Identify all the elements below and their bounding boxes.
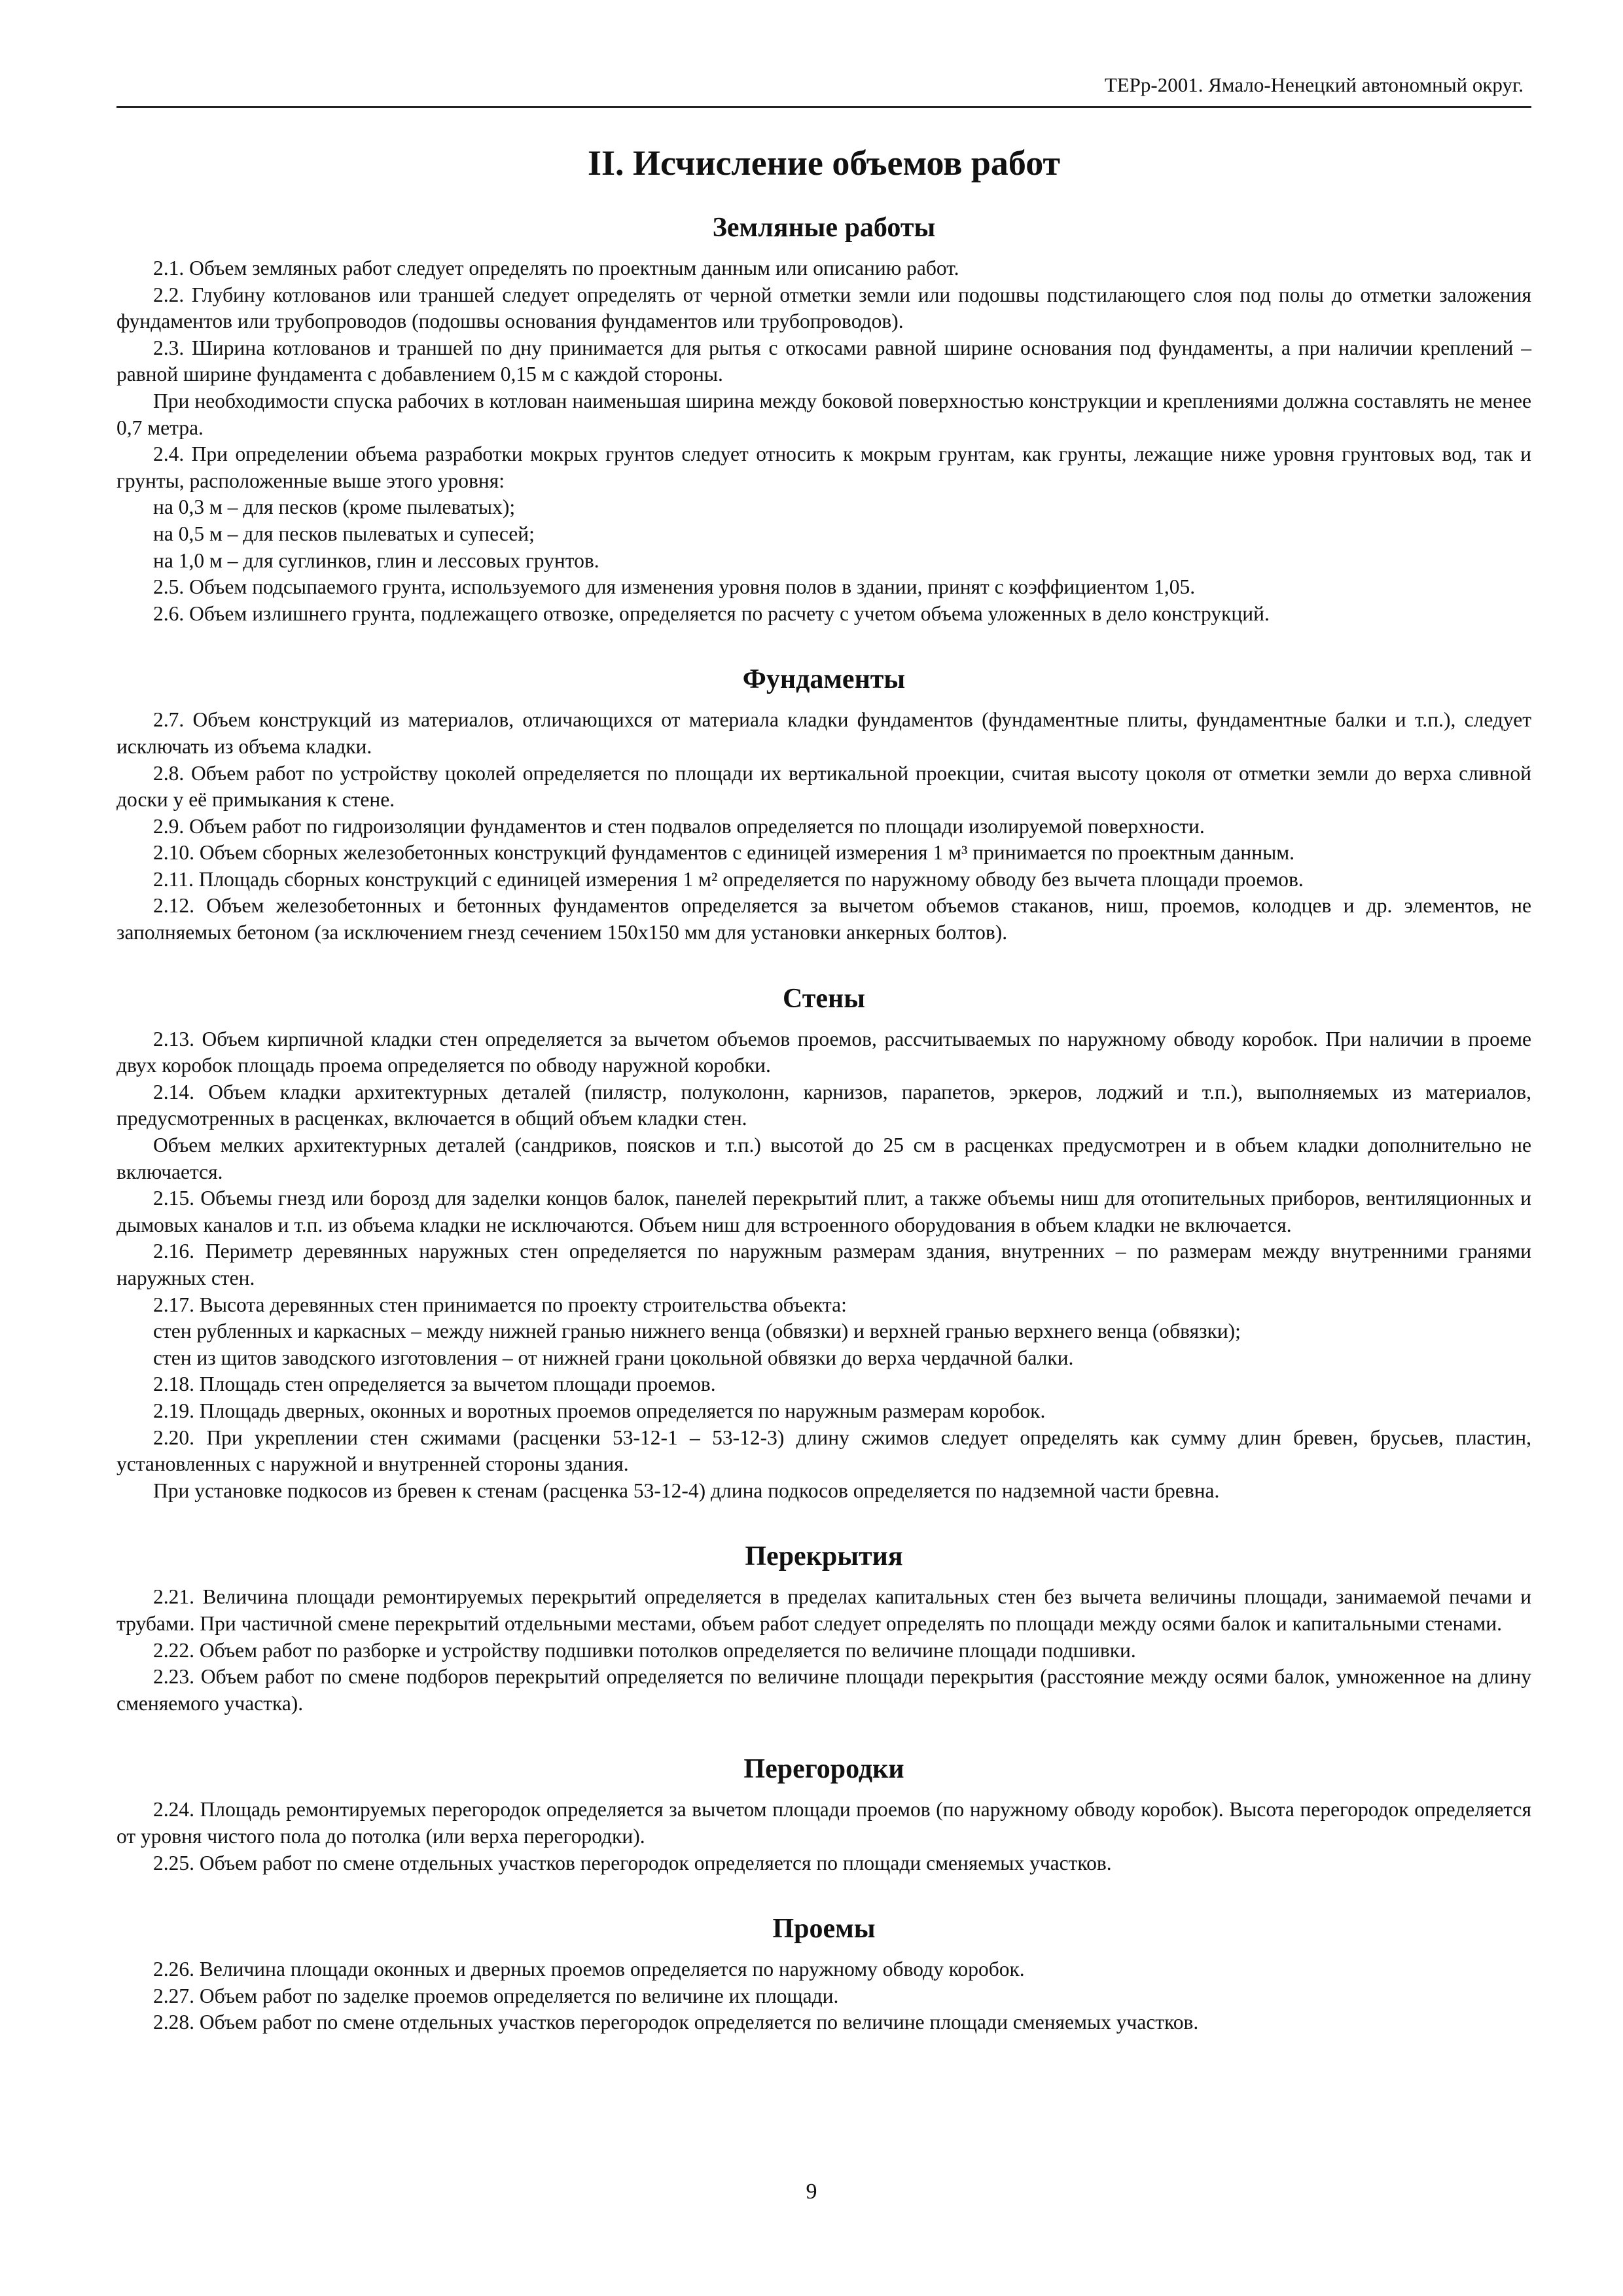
section-title: Фундаменты (742, 664, 906, 695)
section-title: Проемы (772, 1914, 876, 1945)
paragraph: При необходимости спуска рабочих в котлован наименьшая ширина между боковой поверхностью конструкции и креплениями должна составлять не менее 0,7 метра. (116, 389, 1531, 439)
section (116, 212, 1531, 627)
paragraph: При установке подкосов из бревен к стенам (расценка 53-12-4) длина подкосов определяется по надземной части бревна. (153, 1479, 1220, 1502)
paragraph: 2.7. Объем конструкций из материалов, отличающихся от материала кладки фундаментов (фундаментные плиты, фундаментные балки и т.п.), следует исключать из объема кладки. (116, 708, 1531, 758)
paragraph: 2.24. Площадь ремонтируемых перегородок определяется за вычетом площади проемов (по наружному обводу коробок). Высота перегородок определяется от уровня чистого пола до потолка (или верха перегородки). (116, 1798, 1531, 1848)
section (116, 1753, 1531, 1876)
paragraph: 2.23. Объем работ по смене подборов перекрытий определяется по величине площади перекрытия (расстояние между осями балок, умноженное на длину сменяемого участка). (116, 1665, 1531, 1715)
section (116, 1913, 1531, 2036)
paragraph: 2.11. Площадь сборных конструкций с единицей измерения 1 м² определяется по наружному обводу без вычета площади проемов. (153, 867, 1304, 891)
paragraph: стен из щитов заводского изготовления – от нижней грани цокольной обвязки до верха чердачной балки. (153, 1346, 1074, 1369)
page-content (116, 143, 1531, 2073)
section (116, 983, 1531, 1505)
paragraph: 2.17. Высота деревянных стен принимается по проекту строительства объекта: (153, 1293, 847, 1316)
paragraph: 2.1. Объем земляных работ следует определять по проектным данным или описанию работ. (153, 257, 959, 279)
paragraph: 2.6. Объем излишнего грунта, подлежащего отвозке, определяется по расчету с учетом объема уложенных в дело конструкций. (153, 601, 1270, 625)
paragraph: 2.13. Объем кирпичной кладки стен определяется за вычетом объемов проемов, рассчитываемых по наружному обводу коробок. При наличии в проеме двух коробок площадь проема определяется по обводу наружной коробки. (116, 1027, 1531, 1077)
paragraph: 2.5. Объем подсыпаемого грунта, используемого для изменения уровня полов в здании, принят с коэффициентом 1,05. (153, 575, 1196, 599)
paragraph: 2.4. При определении объема разработки мокрых грунтов следует относить к мокрым грунтам, как грунты, лежащие ниже уровня грунтовых вод, так и грунты, расположенные выше этого уровня: (116, 442, 1531, 492)
paragraph: на 1,0 м – для суглинков, глин и лессовых грунтов. (153, 548, 599, 572)
paragraph: на 0,3 м – для песков (кроме пылеватых); (153, 495, 516, 519)
sections-container (116, 212, 1531, 2036)
paragraph: стен рубленных и каркасных – между нижней гранью нижнего венца (обвязки) и верхней гранью верхнего венца (обвязки); (153, 1319, 1241, 1343)
paragraph: 2.20. При укреплении стен сжимами (расценки 53-12-1 – 53-12-3) длину сжимов следует определять как сумму длин бревен, брусьев, пластин, установленных с наружной и внутренней стороны здания. (116, 1426, 1531, 1476)
paragraph: 2.26. Величина площади оконных и дверных проемов определяется по наружному обводу коробок. (153, 1958, 1025, 1981)
paragraph: на 0,5 м – для песков пылеватых и супесей; (153, 522, 535, 545)
paragraph: 2.14. Объем кладки архитектурных деталей (пилястр, полуколонн, карнизов, парапетов, эркеров, лоджий и т.п.), выполняемых из материалов, предусмотренных в расценках, включается в общий объем кладки стен. (116, 1080, 1531, 1130)
paragraph: 2.9. Объем работ по гидроизоляции фундаментов и стен подвалов определяется по площади изолируемой поверхности. (153, 814, 1205, 838)
section (116, 664, 1531, 946)
section-title: Стены (782, 983, 866, 1014)
section-title: Перекрытия (745, 1541, 903, 1572)
paragraph: 2.27. Объем работ по заделке проемов определяется по величине их площади. (153, 1984, 839, 2007)
paragraph: 2.22. Объем работ по разборке и устройству подшивки потолков определяется по величине площади подшивки. (153, 1638, 1136, 1662)
section-title: Земляные работы (712, 213, 936, 243)
paragraph: 2.3. Ширина котлованов и траншей по дну принимается для рытья с откосами равной ширине основания под фундаменты, а при наличии креплений – равной ширине фундамента с добавлением 0,15 м с каждой стороны. (116, 336, 1531, 386)
section-title: Перегородки (743, 1754, 904, 1785)
paragraph: 2.18. Площадь стен определяется за вычетом площади проемов. (153, 1372, 716, 1396)
paragraph: 2.28. Объем работ по смене отдельных участков перегородок определяется по величине площади сменяемых участков. (153, 2011, 1199, 2034)
paragraph: 2.10. Объем сборных железобетонных конструкций фундаментов с единицей измерения 1 м³ принимается по проектным данным. (153, 841, 1295, 865)
section (116, 1541, 1531, 1717)
paragraph: 2.19. Площадь дверных, оконных и воротных проемов определяется по наружным размерам коробок. (153, 1399, 1046, 1422)
header-text: ТЕРр-2001. Ямало-Ненецкий автономный округ. (1104, 73, 1524, 96)
paragraph: 2.25. Объем работ по смене отдельных участков перегородок определяется по площади сменяемых участков. (153, 1851, 1112, 1874)
paragraph: 2.15. Объемы гнезд или борозд для заделки концов балок, панелей перекрытий плит, а также объемы ниш для отопительных приборов, вентиляционных и дымовых каналов и т.п. из объема кладки не исключаются. Объем ниш для встроенного оборудования в объем кладки не включается. (116, 1187, 1531, 1236)
paragraph: 2.2. Глубину котлованов или траншей следует определять от черной отметки земли или подошвы подстилающего слоя под полы до отметки заложения фундаментов или трубопроводов (подошвы основания фундаментов или трубопроводов). (116, 283, 1531, 333)
paragraph: 2.12. Объем железобетонных и бетонных фундаментов определяется за вычетом объемов стаканов, ниш, проемов, колодцев и др. элементов, не заполняемых бетоном (за исключением гнезд сечением 150х150 мм для установки анкерных болтов). (116, 894, 1531, 944)
paragraph: 2.21. Величина площади ремонтируемых перекрытий определяется в пределах капитальных стен без вычета величины площади, занимаемой печами и трубами. При частичной смене перекрытий отдельными местами, объем работ следует определять по площади между осями балок и капитальными стенами. (116, 1585, 1531, 1635)
running-header (116, 73, 1531, 108)
page-title: II. Исчисление объемов работ (587, 143, 1061, 183)
paragraph: Объем мелких архитектурных деталей (сандриков, поясков и т.п.) высотой до 25 см в расценках предусмотрен и в объем кладки дополнительно не включается. (116, 1134, 1531, 1183)
page-number: 9 (806, 2179, 817, 2204)
paragraph: 2.8. Объем работ по устройству цоколей определяется по площади их вертикальной проекции, считая высоту цоколя от отметки земли до верха сливной доски у её примыкания к стене. (116, 761, 1531, 812)
paragraph: 2.16. Периметр деревянных наружных стен определяется по наружным размерам здания, внутренних – по размерам между внутренними гранями наружных стен. (116, 1240, 1531, 1289)
